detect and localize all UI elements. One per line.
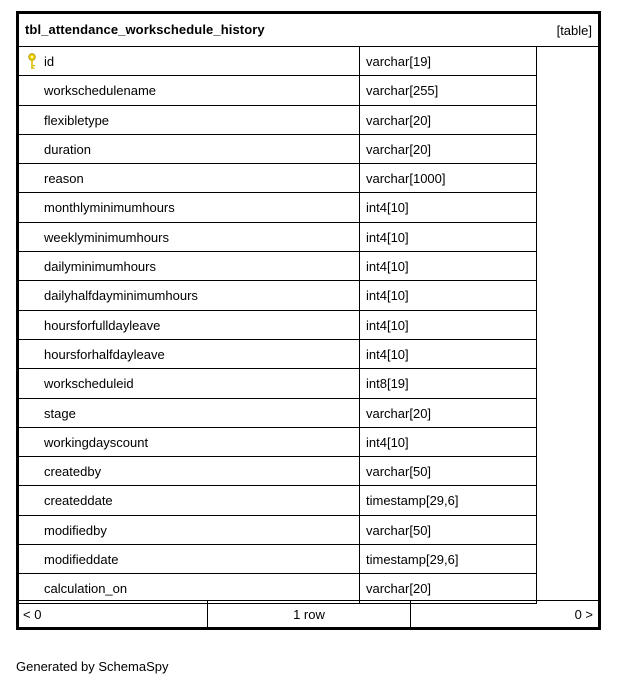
column-name: duration: [44, 141, 91, 157]
column-name-cell: [19, 135, 360, 163]
column-type: int4[10]: [366, 200, 409, 216]
column-name: calculation_on: [44, 581, 128, 597]
column-type: timestamp[29,6]: [366, 552, 459, 568]
column-name-cell: [19, 311, 360, 339]
column-type: int4[10]: [366, 288, 409, 304]
column-row[interactable]: [19, 516, 536, 545]
footer-child-count: [411, 601, 598, 628]
column-row[interactable]: [19, 135, 536, 164]
column-type: varchar[20]: [366, 581, 432, 597]
column-name: stage: [44, 405, 76, 421]
column-name-cell: [19, 76, 360, 104]
column-name-cell: [19, 106, 360, 134]
column-name: dailyhalfdayminimumhours: [44, 288, 198, 304]
column-row[interactable]: [19, 311, 536, 340]
column-name-cell: [19, 516, 360, 544]
column-name: flexibletype: [44, 112, 110, 128]
column-name-cell: [19, 223, 360, 251]
column-type: varchar[20]: [366, 112, 432, 128]
column-row[interactable]: [19, 164, 536, 193]
column-row[interactable]: [19, 193, 536, 222]
column-type: int4[10]: [366, 229, 409, 245]
column-name: hoursforhalfdayleave: [44, 346, 165, 362]
column-name: weeklyminimumhours: [44, 229, 169, 245]
column-name: id: [44, 54, 55, 69]
column-type: int4[10]: [366, 346, 409, 362]
column-row[interactable]: [19, 399, 536, 428]
column-name: workschedulename: [44, 83, 157, 99]
column-type: varchar[20]: [366, 141, 432, 157]
column-name: modifiedby: [44, 522, 107, 538]
column-type: int4[10]: [366, 434, 409, 450]
columns-list: [19, 47, 537, 604]
parent-count-label: < 0: [23, 607, 42, 622]
column-name-cell: [19, 457, 360, 485]
column-row[interactable]: [19, 47, 536, 76]
table-type-label: [table]: [556, 23, 592, 38]
table-name[interactable]: tbl_attendance_workschedule_history: [25, 22, 265, 37]
child-count-label: 0 >: [574, 607, 593, 622]
column-type: int4[10]: [366, 317, 409, 333]
table-card: [16, 11, 601, 630]
footer-row-count: [208, 601, 411, 628]
column-name-cell: [19, 399, 360, 427]
column-type: int4[10]: [366, 259, 409, 275]
column-row[interactable]: [19, 76, 536, 105]
column-name-cell: [19, 574, 360, 602]
row-count-label: 1 row: [293, 607, 325, 622]
column-type: varchar[50]: [366, 522, 432, 538]
column-name-cell: [19, 164, 360, 192]
column-row[interactable]: [19, 340, 536, 369]
column-row[interactable]: [19, 428, 536, 457]
column-name: workscheduleid: [44, 376, 134, 392]
column-type: int8[19]: [366, 376, 409, 392]
table-header: [19, 14, 598, 47]
column-row[interactable]: [19, 223, 536, 252]
column-name: workingdayscount: [44, 434, 149, 450]
column-name-cell: [19, 281, 360, 309]
column-name: dailyminimumhours: [44, 259, 156, 275]
column-name-cell: [19, 252, 360, 280]
column-row[interactable]: [19, 106, 536, 135]
column-name: createdby: [44, 464, 102, 480]
column-row[interactable]: [19, 457, 536, 486]
column-row[interactable]: [19, 281, 536, 310]
column-name-cell: [19, 47, 360, 75]
column-row[interactable]: [19, 486, 536, 515]
column-name-cell: [19, 193, 360, 221]
column-type: varchar[20]: [366, 405, 432, 421]
column-name-cell: [19, 369, 360, 397]
column-name: createddate: [44, 493, 113, 509]
footer-parent-count: [19, 601, 208, 628]
column-type: varchar[1000]: [366, 171, 446, 187]
column-row[interactable]: [19, 545, 536, 574]
column-row[interactable]: [19, 369, 536, 398]
column-name-cell: [19, 545, 360, 573]
column-name: modifieddate: [44, 552, 119, 568]
column-name: monthlyminimumhours: [44, 200, 175, 216]
column-type: varchar[19]: [366, 54, 432, 69]
column-type: varchar[50]: [366, 464, 432, 480]
column-type: varchar[255]: [366, 83, 439, 99]
column-name-cell: [19, 428, 360, 456]
column-name: hoursforfulldayleave: [44, 317, 161, 333]
column-type: timestamp[29,6]: [366, 493, 459, 509]
primary-key-icon: [27, 53, 37, 71]
column-name-cell: [19, 340, 360, 368]
column-name-cell: [19, 486, 360, 514]
column-row[interactable]: [19, 252, 536, 281]
column-name: reason: [44, 171, 84, 187]
generated-by-label: Generated by SchemaSpy: [16, 659, 169, 674]
table-footer: [19, 600, 598, 628]
